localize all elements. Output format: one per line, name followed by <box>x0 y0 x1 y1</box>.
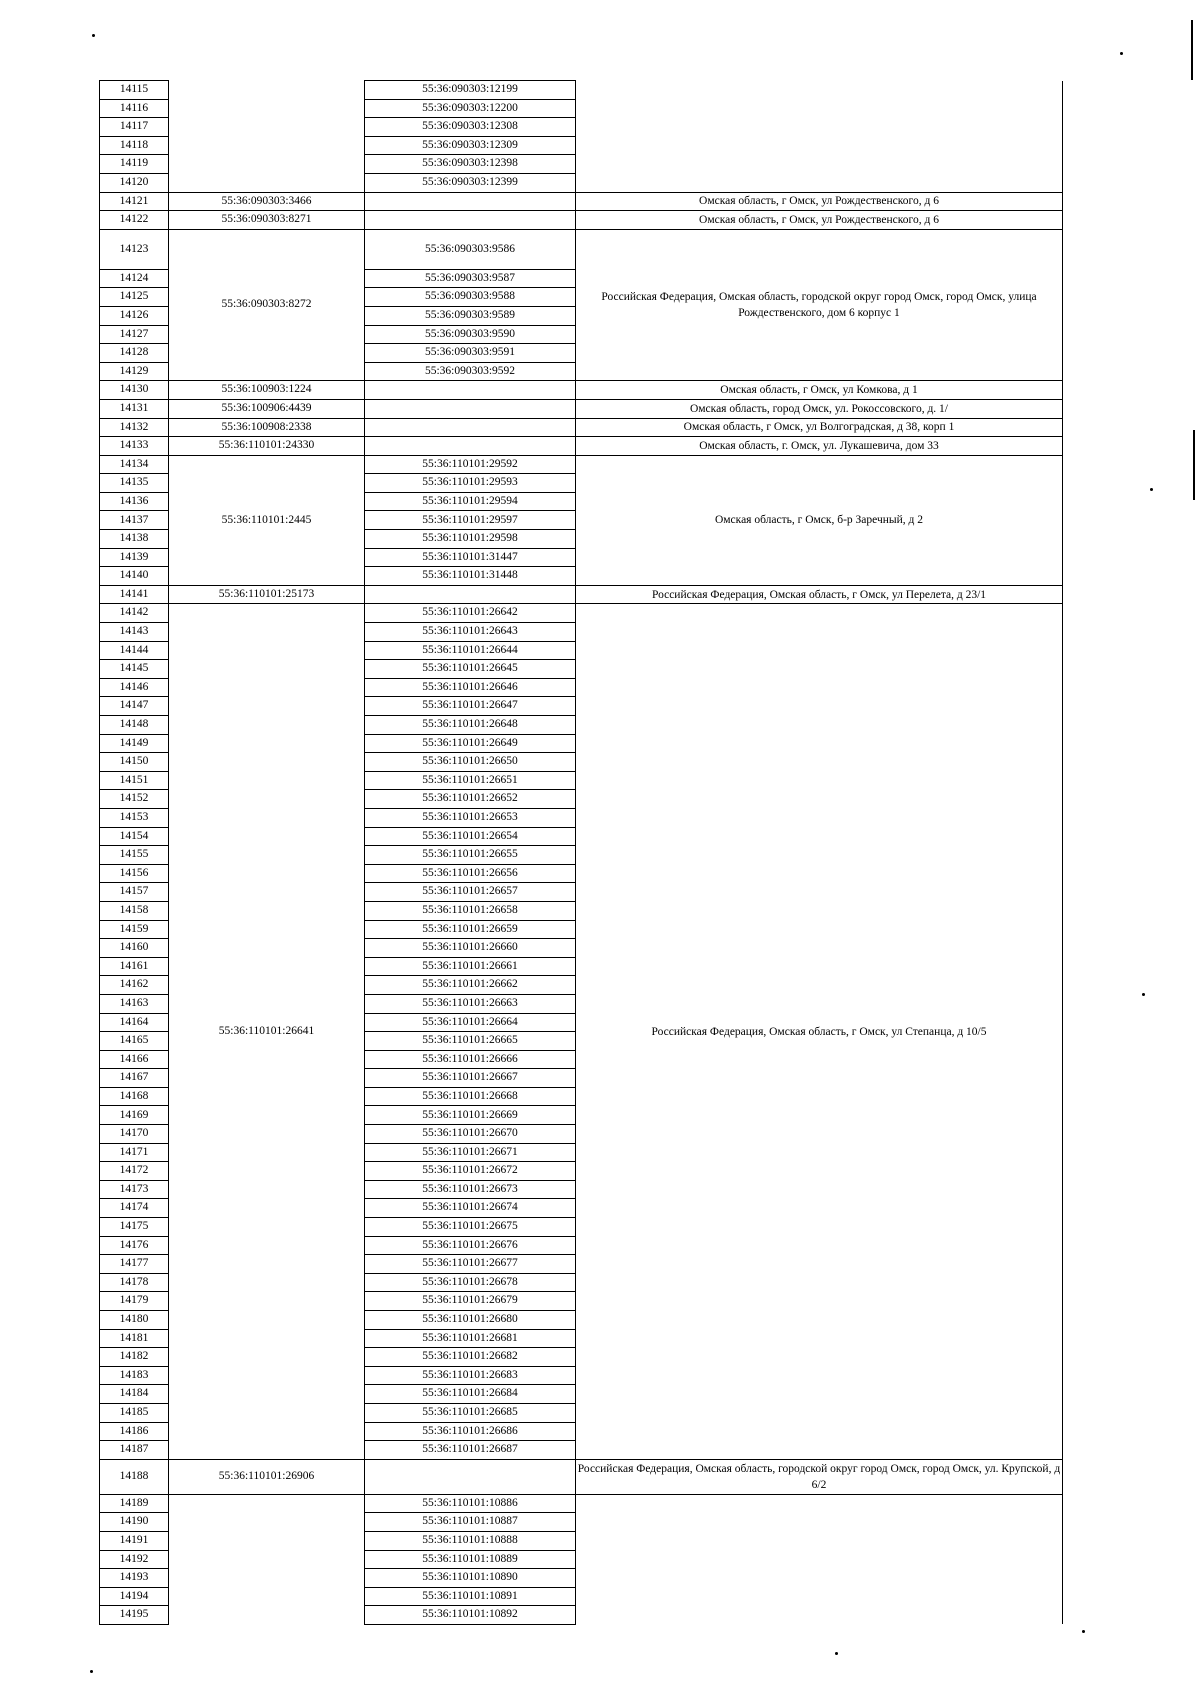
room-cadastral-number: 55:36:110101:26681 <box>365 1329 576 1348</box>
row-number: 14186 <box>100 1422 169 1441</box>
room-cadastral-number: 55:36:090303:9589 <box>365 306 576 325</box>
room-cadastral-number <box>365 418 576 437</box>
room-cadastral-number: 55:36:090303:9591 <box>365 344 576 363</box>
row-number: 14138 <box>100 530 169 549</box>
row-number: 14121 <box>100 192 169 211</box>
room-cadastral-number: 55:36:090303:9587 <box>365 269 576 288</box>
row-number: 14115 <box>100 81 169 100</box>
row-number: 14134 <box>100 455 169 474</box>
table-row <box>100 1459 1063 1494</box>
scan-speck <box>92 34 95 37</box>
room-cadastral-number: 55:36:110101:26677 <box>365 1255 576 1274</box>
room-cadastral-number: 55:36:110101:26644 <box>365 641 576 660</box>
row-number: 14180 <box>100 1311 169 1330</box>
room-cadastral-number: 55:36:110101:26682 <box>365 1348 576 1367</box>
room-cadastral-number <box>365 192 576 211</box>
row-number: 14178 <box>100 1273 169 1292</box>
address: Омская область, г Омск, ул Рождественского, д 6 <box>576 211 1063 230</box>
row-number: 14136 <box>100 492 169 511</box>
room-cadastral-number: 55:36:110101:26645 <box>365 660 576 679</box>
row-number: 14162 <box>100 976 169 995</box>
room-cadastral-number <box>365 437 576 456</box>
room-cadastral-number: 55:36:110101:26678 <box>365 1273 576 1292</box>
room-cadastral-number: 55:36:110101:26683 <box>365 1366 576 1385</box>
table-row <box>100 81 1063 100</box>
row-number: 14176 <box>100 1236 169 1255</box>
table-row <box>100 585 1063 604</box>
room-cadastral-number: 55:36:110101:26649 <box>365 734 576 753</box>
scan-speck <box>1150 488 1153 491</box>
row-number: 14130 <box>100 381 169 400</box>
room-cadastral-number: 55:36:110101:26670 <box>365 1125 576 1144</box>
row-number: 14167 <box>100 1069 169 1088</box>
row-number: 14127 <box>100 325 169 344</box>
room-cadastral-number: 55:36:110101:26643 <box>365 623 576 642</box>
row-number: 14161 <box>100 957 169 976</box>
row-number: 14166 <box>100 1050 169 1069</box>
row-number: 14153 <box>100 808 169 827</box>
row-number: 14117 <box>100 118 169 137</box>
room-cadastral-number: 55:36:110101:26672 <box>365 1162 576 1181</box>
row-number: 14126 <box>100 306 169 325</box>
table-row <box>100 604 1063 623</box>
row-number: 14188 <box>100 1459 169 1494</box>
parent-cadastral-number: 55:36:110101:2445 <box>169 455 365 585</box>
room-cadastral-number: 55:36:110101:26654 <box>365 827 576 846</box>
address: Омская область, г Омск, ул Волгоградская, д 38, корп 1 <box>576 418 1063 437</box>
room-cadastral-number: 55:36:110101:26647 <box>365 697 576 716</box>
room-cadastral-number: 55:36:110101:29592 <box>365 455 576 474</box>
row-number: 14170 <box>100 1125 169 1144</box>
row-number: 14171 <box>100 1143 169 1162</box>
row-number: 14174 <box>100 1199 169 1218</box>
room-cadastral-number <box>365 399 576 418</box>
room-cadastral-number: 55:36:090303:12200 <box>365 99 576 118</box>
room-cadastral-number: 55:36:110101:26656 <box>365 864 576 883</box>
row-number: 14137 <box>100 511 169 530</box>
room-cadastral-number: 55:36:090303:9586 <box>365 229 576 269</box>
row-number: 14172 <box>100 1162 169 1181</box>
room-cadastral-number: 55:36:110101:26669 <box>365 1106 576 1125</box>
address <box>576 1494 1063 1624</box>
scan-edge-mark <box>1193 430 1195 500</box>
row-number: 14145 <box>100 660 169 679</box>
scan-speck <box>835 1652 838 1655</box>
table-row <box>100 455 1063 474</box>
room-cadastral-number: 55:36:110101:26668 <box>365 1087 576 1106</box>
parent-cadastral-number: 55:36:110101:25173 <box>169 585 365 604</box>
row-number: 14143 <box>100 623 169 642</box>
row-number: 14150 <box>100 753 169 772</box>
row-number: 14149 <box>100 734 169 753</box>
row-number: 14173 <box>100 1180 169 1199</box>
row-number: 14193 <box>100 1569 169 1588</box>
row-number: 14160 <box>100 939 169 958</box>
parent-cadastral-number <box>169 1494 365 1624</box>
address: Омская область, г. Омск, ул. Лукашевича, дом 33 <box>576 437 1063 456</box>
row-number: 14182 <box>100 1348 169 1367</box>
room-cadastral-number: 55:36:090303:12309 <box>365 136 576 155</box>
row-number: 14195 <box>100 1606 169 1625</box>
room-cadastral-number: 55:36:110101:26663 <box>365 994 576 1013</box>
room-cadastral-number: 55:36:110101:26657 <box>365 883 576 902</box>
row-number: 14129 <box>100 362 169 381</box>
row-number: 14140 <box>100 567 169 586</box>
row-number: 14154 <box>100 827 169 846</box>
room-cadastral-number: 55:36:110101:29593 <box>365 474 576 493</box>
room-cadastral-number <box>365 1459 576 1494</box>
parent-cadastral-number: 55:36:100906:4439 <box>169 399 365 418</box>
row-number: 14124 <box>100 269 169 288</box>
table-row <box>100 192 1063 211</box>
room-cadastral-number: 55:36:110101:26687 <box>365 1441 576 1460</box>
parent-cadastral-number: 55:36:090303:3466 <box>169 192 365 211</box>
row-number: 14179 <box>100 1292 169 1311</box>
room-cadastral-number: 55:36:110101:10887 <box>365 1513 576 1532</box>
room-cadastral-number: 55:36:090303:12398 <box>365 155 576 174</box>
row-number: 14141 <box>100 585 169 604</box>
scan-speck <box>1142 993 1145 996</box>
room-cadastral-number: 55:36:110101:26684 <box>365 1385 576 1404</box>
cadastral-table <box>99 80 1063 1625</box>
scan-speck <box>1082 1630 1085 1633</box>
parent-cadastral-number: 55:36:110101:26906 <box>169 1459 365 1494</box>
address: Российская Федерация, Омская область, г Омск, ул Степанца, д 10/5 <box>576 604 1063 1459</box>
room-cadastral-number: 55:36:110101:26675 <box>365 1218 576 1237</box>
row-number: 14125 <box>100 288 169 307</box>
room-cadastral-number <box>365 381 576 400</box>
row-number: 14191 <box>100 1531 169 1550</box>
row-number: 14156 <box>100 864 169 883</box>
row-number: 14192 <box>100 1550 169 1569</box>
row-number: 14151 <box>100 771 169 790</box>
room-cadastral-number: 55:36:110101:26661 <box>365 957 576 976</box>
row-number: 14165 <box>100 1032 169 1051</box>
row-number: 14194 <box>100 1587 169 1606</box>
row-number: 14133 <box>100 437 169 456</box>
row-number: 14175 <box>100 1218 169 1237</box>
room-cadastral-number: 55:36:110101:26648 <box>365 716 576 735</box>
row-number: 14123 <box>100 229 169 269</box>
room-cadastral-number: 55:36:110101:10892 <box>365 1606 576 1625</box>
table-body <box>100 81 1063 1625</box>
room-cadastral-number: 55:36:110101:26642 <box>365 604 576 623</box>
room-cadastral-number: 55:36:110101:26666 <box>365 1050 576 1069</box>
row-number: 14155 <box>100 846 169 865</box>
table-row <box>100 437 1063 456</box>
row-number: 14152 <box>100 790 169 809</box>
room-cadastral-number: 55:36:110101:26673 <box>365 1180 576 1199</box>
room-cadastral-number: 55:36:110101:26658 <box>365 901 576 920</box>
room-cadastral-number: 55:36:110101:26659 <box>365 920 576 939</box>
room-cadastral-number: 55:36:110101:31448 <box>365 567 576 586</box>
row-number: 14116 <box>100 99 169 118</box>
room-cadastral-number: 55:36:110101:26664 <box>365 1013 576 1032</box>
row-number: 14122 <box>100 211 169 230</box>
room-cadastral-number: 55:36:110101:29594 <box>365 492 576 511</box>
room-cadastral-number: 55:36:110101:26676 <box>365 1236 576 1255</box>
room-cadastral-number: 55:36:110101:26652 <box>365 790 576 809</box>
parent-cadastral-number: 55:36:100903:1224 <box>169 381 365 400</box>
address: Российская Федерация, Омская область, городской округ город Омск, город Омск, улица Рождественского, дом 6 корпус 1 <box>576 229 1063 381</box>
room-cadastral-number: 55:36:110101:10886 <box>365 1494 576 1513</box>
room-cadastral-number: 55:36:090303:9592 <box>365 362 576 381</box>
address: Российская Федерация, Омская область, городской округ город Омск, город Омск, ул. Крупской, д 6/2 <box>576 1459 1063 1494</box>
scan-speck <box>1120 52 1123 55</box>
table-row <box>100 399 1063 418</box>
parent-cadastral-number: 55:36:090303:8271 <box>169 211 365 230</box>
table-row <box>100 211 1063 230</box>
room-cadastral-number: 55:36:110101:26653 <box>365 808 576 827</box>
row-number: 14181 <box>100 1329 169 1348</box>
row-number: 14168 <box>100 1087 169 1106</box>
room-cadastral-number: 55:36:110101:26662 <box>365 976 576 995</box>
parent-cadastral-number: 55:36:100908:2338 <box>169 418 365 437</box>
room-cadastral-number: 55:36:110101:26650 <box>365 753 576 772</box>
row-number: 14184 <box>100 1385 169 1404</box>
row-number: 14185 <box>100 1403 169 1422</box>
scan-edge-mark <box>1191 20 1193 80</box>
row-number: 14148 <box>100 716 169 735</box>
room-cadastral-number: 55:36:110101:26651 <box>365 771 576 790</box>
address: Омская область, г Омск, б-р Заречный, д 2 <box>576 455 1063 585</box>
room-cadastral-number: 55:36:110101:26686 <box>365 1422 576 1441</box>
row-number: 14163 <box>100 994 169 1013</box>
table-row <box>100 418 1063 437</box>
room-cadastral-number: 55:36:110101:26671 <box>365 1143 576 1162</box>
room-cadastral-number: 55:36:110101:10889 <box>365 1550 576 1569</box>
row-number: 14159 <box>100 920 169 939</box>
row-number: 14157 <box>100 883 169 902</box>
row-number: 14132 <box>100 418 169 437</box>
parent-cadastral-number <box>169 81 365 193</box>
row-number: 14158 <box>100 901 169 920</box>
row-number: 14146 <box>100 678 169 697</box>
parent-cadastral-number: 55:36:090303:8272 <box>169 229 365 381</box>
row-number: 14118 <box>100 136 169 155</box>
row-number: 14119 <box>100 155 169 174</box>
address <box>576 81 1063 193</box>
room-cadastral-number: 55:36:110101:31447 <box>365 548 576 567</box>
row-number: 14144 <box>100 641 169 660</box>
row-number: 14177 <box>100 1255 169 1274</box>
room-cadastral-number: 55:36:110101:26680 <box>365 1311 576 1330</box>
room-cadastral-number: 55:36:110101:26685 <box>365 1403 576 1422</box>
room-cadastral-number: 55:36:110101:10891 <box>365 1587 576 1606</box>
parent-cadastral-number: 55:36:110101:26641 <box>169 604 365 1459</box>
address: Российская Федерация, Омская область, г Омск, ул Перелета, д 23/1 <box>576 585 1063 604</box>
row-number: 14183 <box>100 1366 169 1385</box>
room-cadastral-number: 55:36:110101:26660 <box>365 939 576 958</box>
table-row <box>100 381 1063 400</box>
room-cadastral-number: 55:36:110101:10890 <box>365 1569 576 1588</box>
address: Омская область, город Омск, ул. Рокоссовского, д. 1/ <box>576 399 1063 418</box>
row-number: 14120 <box>100 173 169 192</box>
room-cadastral-number: 55:36:110101:26679 <box>365 1292 576 1311</box>
row-number: 14128 <box>100 344 169 363</box>
room-cadastral-number: 55:36:090303:12308 <box>365 118 576 137</box>
room-cadastral-number: 55:36:110101:10888 <box>365 1531 576 1550</box>
room-cadastral-number: 55:36:110101:26667 <box>365 1069 576 1088</box>
row-number: 14164 <box>100 1013 169 1032</box>
table-row <box>100 1494 1063 1513</box>
parent-cadastral-number: 55:36:110101:24330 <box>169 437 365 456</box>
row-number: 14147 <box>100 697 169 716</box>
row-number: 14187 <box>100 1441 169 1460</box>
scan-speck <box>90 1670 93 1673</box>
row-number: 14142 <box>100 604 169 623</box>
row-number: 14169 <box>100 1106 169 1125</box>
room-cadastral-number: 55:36:110101:26665 <box>365 1032 576 1051</box>
row-number: 14139 <box>100 548 169 567</box>
table-row <box>100 229 1063 269</box>
room-cadastral-number: 55:36:090303:12399 <box>365 173 576 192</box>
address: Омская область, г Омск, ул Комкова, д 1 <box>576 381 1063 400</box>
room-cadastral-number: 55:36:090303:9590 <box>365 325 576 344</box>
row-number: 14190 <box>100 1513 169 1532</box>
room-cadastral-number: 55:36:090303:12199 <box>365 81 576 100</box>
address: Омская область, г Омск, ул Рождественского, д 6 <box>576 192 1063 211</box>
row-number: 14189 <box>100 1494 169 1513</box>
room-cadastral-number <box>365 211 576 230</box>
room-cadastral-number: 55:36:110101:26655 <box>365 846 576 865</box>
room-cadastral-number: 55:36:110101:26646 <box>365 678 576 697</box>
row-number: 14131 <box>100 399 169 418</box>
room-cadastral-number <box>365 585 576 604</box>
row-number: 14135 <box>100 474 169 493</box>
room-cadastral-number: 55:36:110101:29598 <box>365 530 576 549</box>
room-cadastral-number: 55:36:110101:26674 <box>365 1199 576 1218</box>
room-cadastral-number: 55:36:110101:29597 <box>365 511 576 530</box>
room-cadastral-number: 55:36:090303:9588 <box>365 288 576 307</box>
